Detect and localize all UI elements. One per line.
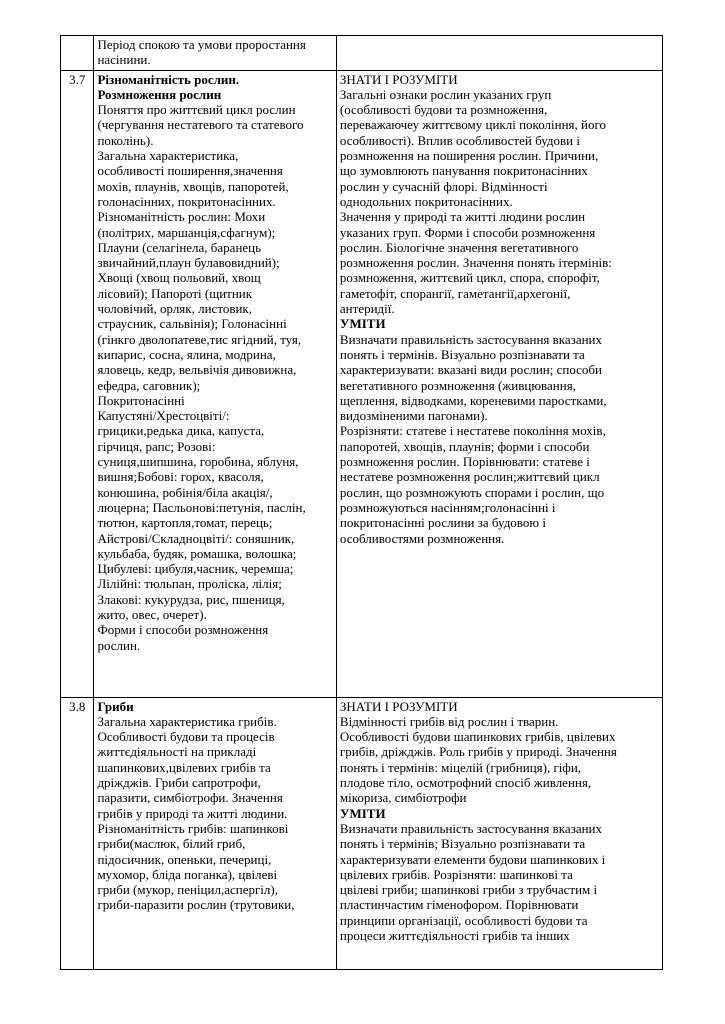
text-line: понять і термінів: міцелій (грибниця), гіфи,: [339, 759, 582, 775]
text-line: грибів, дріжджів. Роль грибів у природі. Значення: [339, 744, 617, 760]
text-line: розмноження рослин. Порівнювати: статеве і: [339, 454, 590, 470]
text-line: Особливості будови та процесів: [97, 729, 275, 745]
text-line: конюшина, робінія/біла акація/,: [97, 484, 273, 500]
text-line: ефедра, саговник);: [97, 377, 201, 393]
text-line: вегетативного розмноження (живцювання,: [339, 377, 576, 393]
text-line: (політрих, маршанція,сфагнум);: [97, 224, 276, 240]
text-line: суниця,шипшина, горобина, яблуня,: [97, 454, 299, 470]
text-line: Злакові: кукурудза, рис, пшениця,: [97, 591, 285, 607]
topic-text: [97, 102, 332, 653]
text-line: поколінь).: [97, 132, 154, 148]
text-line: Значення у природі та житті людини рослин: [339, 209, 586, 225]
text-line: яловець, кедр, вельвічія дивовижна,: [97, 362, 297, 378]
text-line: Відмінності грибів від рослин і тварин.: [339, 713, 559, 729]
text-line: лісовий); Папороті (щитник: [97, 285, 253, 301]
text-line: гриби (мукор, пеніцил,аспергіл),: [97, 882, 278, 898]
text-line: понять і термінів. Візуально розпізнавати та: [339, 346, 585, 362]
text-line: рослин, що розмножують спорами і рослин, що: [339, 484, 605, 500]
text-line: (особливості будови та розмноження,: [339, 102, 548, 118]
text-line: характеризувати елементи будови шапинкових і: [339, 851, 606, 867]
curriculum-table: [60, 35, 663, 970]
text-line: Розрізняти: статеве і нестатеве покоління мохів,: [339, 423, 606, 439]
text-line: понять і термінів; Візуально розпізнавати та: [339, 836, 586, 852]
text-line: характеризувати: вказані види рослин; способи: [339, 362, 603, 378]
requirements-cell: [336, 70, 662, 697]
topic-title: Різноманітність рослин.: [97, 71, 240, 87]
text-line: цвілеві гриби; шапинкові гриби з трубчастим і: [339, 882, 598, 898]
text-line: Форми і способи розмноження: [97, 622, 269, 638]
text-line: мухомор, бліда поганка), цвілеві: [97, 866, 278, 882]
text-line: рослин. Біологічне значення вегетативного: [339, 239, 579, 255]
text-line: Лілійні: тюльпан, проліска, лілія;: [97, 576, 282, 592]
text-line: дріжджів. Гриби сапротрофи,: [97, 775, 261, 791]
text-line: цвілевих грибів. Розрізняти: шапинкові та: [339, 866, 573, 882]
text-line: мікориза, симбіотрофи: [339, 790, 467, 806]
text-line: плодове тіло, осмотрофний спосіб живлення,: [339, 775, 592, 791]
text-line: антеридії.: [339, 301, 395, 317]
text-line: Загальна характеристика,: [97, 148, 239, 164]
topic-cell: [94, 697, 336, 969]
text-line: життєдіяльності на прикладі: [97, 744, 257, 760]
text-line: рослин у сучасній флорі. Відмінності: [339, 178, 548, 194]
topic-line: насінини.: [97, 52, 151, 68]
text-line: кульбаба, будяк, ромашка, волошка;: [97, 545, 297, 561]
text-line: рослин.: [97, 637, 141, 653]
table-row: [61, 697, 663, 969]
text-line: щеплення, відводками, кореневими паростками,: [339, 392, 607, 408]
text-line: Різноманітність грибів: шапинкові: [97, 820, 289, 836]
text-line: розмноження, життєвий цикл, спора, спорофіт,: [339, 270, 600, 286]
text-line: особливостями розмноження.: [339, 530, 505, 546]
text-line: Поняття про життєвий цикл рослин: [97, 102, 296, 118]
text-line: що зумовлюють панування покритонасінних: [339, 163, 588, 179]
topic-cell: [94, 36, 336, 71]
can-text: [340, 821, 659, 943]
text-line: розмноження рослин. Значення понять ітермінів:: [339, 255, 612, 271]
know-header: ЗНАТИ І РОЗУМІТИ: [339, 71, 458, 87]
text-line: Айстрові/Складноцвіті/: соняшник,: [97, 530, 295, 546]
topic-text: [97, 714, 332, 913]
topic-title: Гриби: [97, 698, 134, 714]
text-line: розмноження на поширення рослин. Причини,: [339, 148, 599, 164]
row-number: [61, 36, 94, 71]
text-line: процеси життєдіяльності грибів та інших: [339, 928, 570, 944]
text-line: Загальна характеристика грибів.: [97, 713, 277, 729]
text-line: люцерна; Пасльонові:петунія, паслін,: [97, 499, 306, 515]
text-line: папоротей, хвощів, плаунів; форми і способи: [339, 438, 590, 454]
text-line: страусник, сальвінія); Голонасінні: [97, 316, 287, 332]
row-number: 3.8: [61, 697, 94, 969]
text-line: кипарис, сосна, ялина, модрина,: [97, 346, 276, 362]
row-number: 3.7: [61, 70, 94, 697]
know-text: [340, 714, 659, 806]
text-line: розмножуються насінням;голонасінні і: [339, 499, 556, 515]
text-line: Покритонасінні: [97, 392, 185, 408]
text-line: тютюн, картопля,томат, перець;: [97, 515, 273, 531]
can-text: [340, 332, 659, 546]
text-line: підосичник, опеньки, печериці,: [97, 851, 272, 867]
text-line: гірчиця, рапс; Розові:: [97, 438, 216, 454]
requirements-cell: [336, 697, 662, 969]
text-line: Різноманітність рослин: Мохи: [97, 209, 266, 225]
requirements-cell: [336, 36, 662, 71]
text-line: покритонасінні рослини за будовою і: [339, 515, 546, 531]
topic-title: Розмноження рослин: [97, 86, 222, 102]
text-line: Особливості будови шапинкових грибів, цвілевих: [339, 729, 616, 745]
table-row: [61, 70, 663, 697]
can-header: УМІТИ: [339, 805, 386, 821]
text-line: мохів, плаунів, хвощів, папоротей,: [97, 178, 289, 194]
text-line: шапинкових,цвілевих грибів та: [97, 759, 271, 775]
text-line: Хвощі (хвощ польовий, хвощ: [97, 270, 261, 286]
text-line: однодольних покритонасінних.: [339, 193, 513, 209]
text-line: вишня;Бобові: горох, квасоля,: [97, 469, 264, 485]
text-line: Визначати правильність застосування вказаних: [339, 820, 603, 836]
text-line: чоловічий, орляк, листовик,: [97, 301, 252, 317]
know-header: ЗНАТИ І РОЗУМІТИ: [339, 698, 458, 714]
text-line: голонасінних, покритонасінних.: [97, 193, 276, 209]
text-line: Визначати правильність застосування вказаних: [339, 331, 603, 347]
text-line: жито, овес, очерет).: [97, 606, 207, 622]
text-line: указаних груп. Форми і способи розмноження: [339, 224, 596, 240]
text-line: особливості поширення,значення: [97, 163, 283, 179]
table-row: [61, 36, 663, 71]
text-line: паразити, симбіотрофи. Значення: [97, 790, 283, 806]
topic-cell: [94, 70, 336, 697]
text-line: Цибулеві: цибуля,часник, черемша;: [97, 561, 294, 577]
text-line: грицики,редька дика, капуста,: [97, 423, 265, 439]
text-line: Загальні ознаки рослин указаних груп: [339, 86, 552, 102]
text-line: (гінкго дволопатеве,тис ягідний, туя,: [97, 331, 302, 347]
text-line: Капустяні/Хрестоцвіті/:: [97, 408, 230, 424]
text-line: нестатеве розмноження рослин;життєвий цикл: [339, 469, 600, 485]
text-line: гаметофіт, спорангії, гаметангії,архегонії,: [339, 285, 571, 301]
text-line: особливості). Вплив особливостей будови і: [339, 132, 580, 148]
can-header: УМІТИ: [339, 316, 386, 332]
text-line: пластинчастим гіменофором. Порівнювати: [339, 897, 579, 913]
text-line: гриби-паразити рослин (трутовики,: [97, 897, 295, 913]
text-line: гриби(маслюк, білий гриб,: [97, 836, 246, 852]
text-line: грибів у природі та житті людини.: [97, 805, 288, 821]
text-line: переважаючеу життєвому циклі покоління, його: [339, 117, 606, 133]
text-line: принципи організації, особливості будови та: [339, 912, 588, 928]
text-line: (чергування нестатевого та статевого: [97, 117, 304, 133]
text-line: Плауни (селагінела, баранець: [97, 239, 262, 255]
text-line: видозміненими пагонами).: [339, 408, 488, 424]
know-text: [340, 87, 659, 316]
text-line: звичайний,плаун булавовидний);: [97, 255, 280, 271]
topic-line: Період спокою та умови проростання: [97, 37, 306, 52]
